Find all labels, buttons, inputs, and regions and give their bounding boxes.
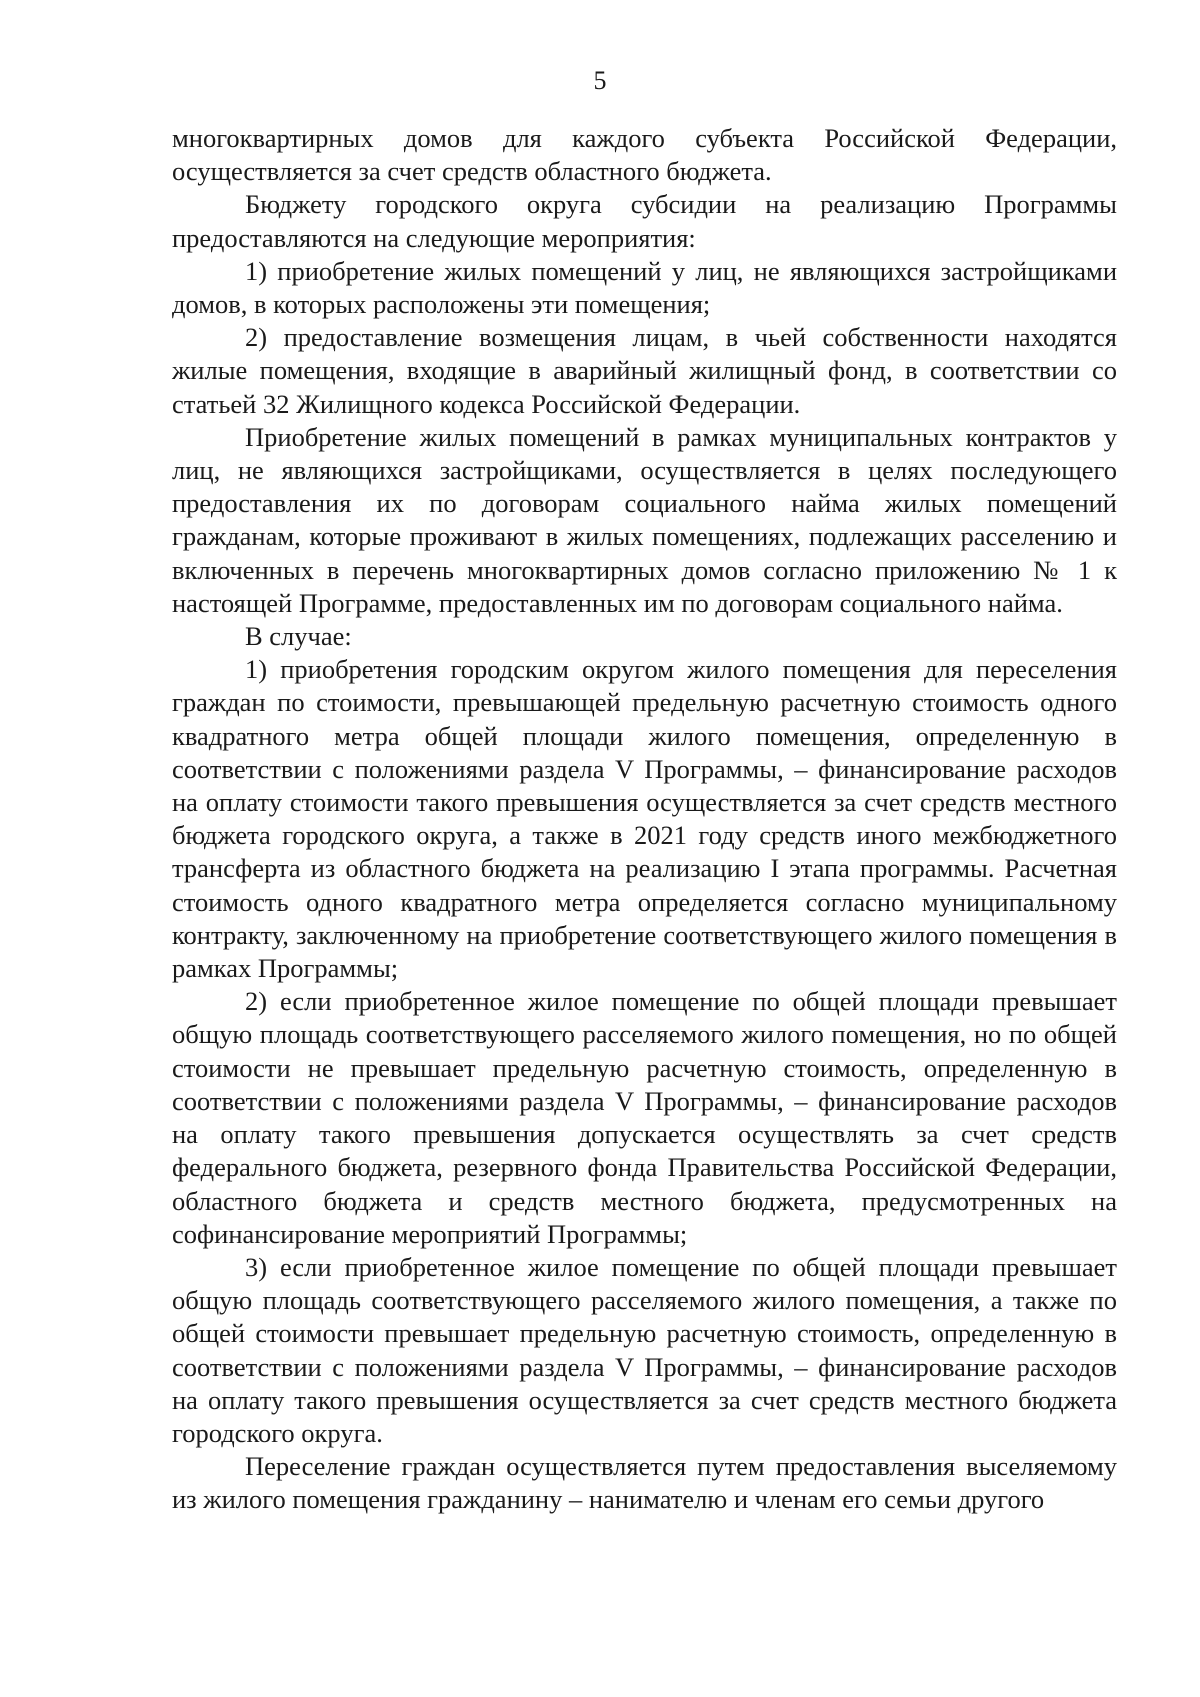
- case-item-2: 2) если приобретенное жилое помещение по общей площади превышает общую площадь соответствующего расселяемого жилого помещения, но по общей стоимости не превышает предельную расчетную стоимость, определенную в соответствии с положениями раздела V Программы, – финансирование расходов на оплату такого превышения допускается осуществлять за счет средств федерального бюджета, резервного фонда Правительства Российской Федерации, областного бюджета и средств местного бюджета, предусмотренных на софинансирование мероприятий Программы;: [172, 986, 1117, 1249]
- case-item-1: 1) приобретения городским округом жилого помещения для переселения граждан по стоимости, превышающей предельную расчетную стоимость одного квадратного метра общей площади жилого помещения, определенную в соответствии с положениями раздела V Программы, – финансирование расходов на оплату стоимости такого превышения осуществляется за счет средств местного бюджета городского округа, а также в 2021 году средств иного межбюджетного трансферта из областного бюджета на реализацию I этапа программы. Расчетная стоимость одного квадратного метра определяется согласно муниципальному контракту, заключенному на приобретение соответствующего жилого помещения в рамках Программы;: [172, 654, 1117, 984]
- case-item-3: 3) если приобретенное жилое помещение по общей площади превышает общую площадь соответствующего расселяемого жилого помещения, а также по общей стоимости превышает предельную расчетную стоимость, определенную в соответствии с положениями раздела V Программы, – финансирование расходов на оплату такого превышения осуществляется за счет средств местного бюджета городского округа.: [172, 1251, 1117, 1448]
- list-item-1-acquisition: 1) приобретение жилых помещений у лиц, не являющихся застройщиками домов, в которых расположены эти помещения;: [172, 255, 1117, 320]
- paragraph-subsidies-intro: Бюджету городского округа субсидии на реализацию Программы предоставляются на следующие мероприятия:: [172, 189, 1117, 253]
- document-body: [172, 122, 1117, 1517]
- paragraph-resettlement: Переселение граждан осуществляется путем предоставления выселяемому из жилого помещения гражданину – нанимателю и членам его семьи другого: [172, 1451, 1117, 1515]
- list-item-2-compensation: 2) предоставление возмещения лицам, в чьей собственности находятся жилые помещения, входящие в аварийный жилищный фонд, в соответствии со статьей 32 Жилищного кодекса Российской Федерации.: [172, 322, 1117, 419]
- page-number: 5: [593, 66, 607, 95]
- paragraph-continuation: многоквартирных домов для каждого субъекта Российской Федерации, осуществляется за счет средств областного бюджета.: [172, 123, 1117, 187]
- paragraph-in-case: В случае:: [245, 621, 352, 652]
- paragraph-acquisition-contracts: Приобретение жилых помещений в рамках муниципальных контрактов у лиц, не являющихся застройщиками, осуществляется в целях последующего предоставления их по договорам социального найма жилых помещений гражданам, которые проживают в жилых помещениях, подлежащих расселению и включенных в перечень многоквартирных домов согласно приложению № 1 к настоящей Программе, предоставленных им по договорам социального найма.: [172, 421, 1117, 618]
